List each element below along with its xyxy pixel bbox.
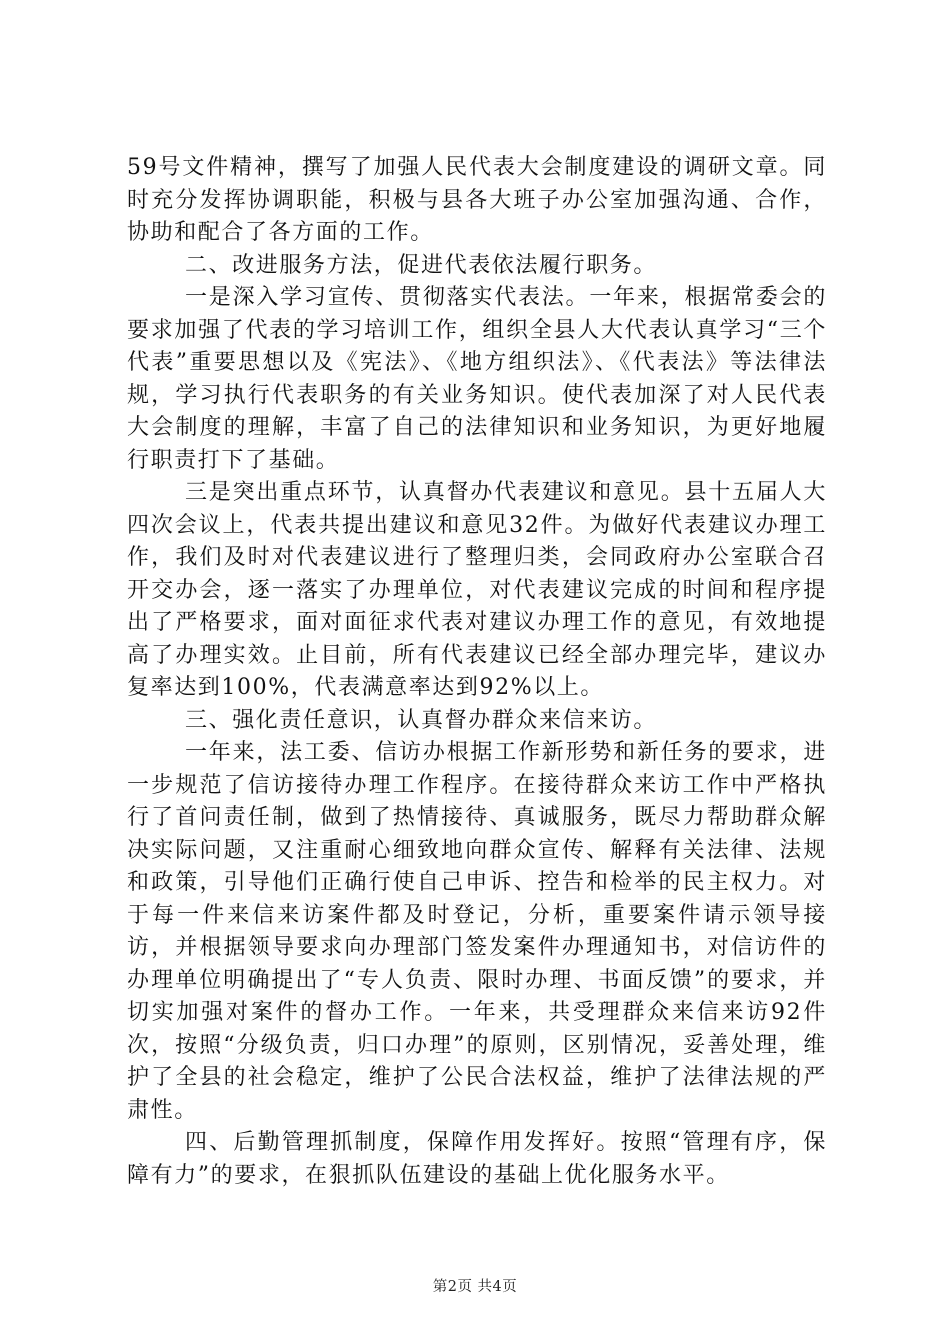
paragraph-continuation: 59号文件精神，撰写了加强人民代表大会制度建设的调研文章。同时充分发挥协调职能，积极与县各大班子办公室加强沟通、合作，协助和配合了各方面的工作。 [127, 155, 827, 245]
document-body [127, 152, 827, 1192]
section-heading-4: 四、后勤管理抓制度，保障作用发挥好。按照“管理有序，保障有力”的要求，在狠抓队伍建设的基础上优化服务水平。 [127, 1130, 827, 1188]
paragraph-item-3: 三是突出重点环节，认真督办代表建议和意见。县十五届人大四次会议上，代表共提出建议和意见32件。为做好代表建议办理工作，我们及时对代表建议进行了整理归类，会同政府办公室联合召开交办会，逐一落实了办理单位，对代表建议完成的时间和程序提出了严格要求，面对面征求代表对建议办理工作的意见，有效地提高了办理实效。止目前，所有代表建议已经全部办理完毕，建议办复率达到100%，代表满意率达到92%以上。 [127, 480, 827, 700]
page-footer: 第2页 共4页 [432, 1279, 518, 1295]
paragraph-petitions: 一年来，法工委、信访办根据工作新形势和新任务的要求，进一步规范了信访接待办理工作程序。在接待群众来访工作中严格执行了首问责任制，做到了热情接待、真诚服务，既尽力帮助群众解决实际问题，又注重耐心细致地向群众宣传、解释有关法律、法规和政策，引导他们正确行使自己申诉、控告和检举的民主权力。对于每一件来信来访案件都及时登记，分析，重要案件请示领导接访，并根据领导要求向办理部门签发案件办理通知书，对信访件的办理单位明确提出了“专人负责、限时办理、书面反馈”的要求，并切实加强对案件的督办工作。一年来，共受理群众来信来访92件次，按照“分级负责，归口办理”的原则，区别情况，妥善处理，维护了全县的社会稳定，维护了公民合法权益，维护了法律法规的严肃性。 [127, 740, 827, 1123]
section-heading-3: 三、强化责任意识，认真督办群众来信来访。 [185, 707, 658, 733]
paragraph-item-1: 一是深入学习宣传、贯彻落实代表法。一年来，根据常委会的要求加强了代表的学习培训工作，组织全县人大代表认真学习“三个代表”重要思想以及《宪法》、《地方组织法》、《代表法》等法律法规，学习执行代表职务的有关业务知识。使代表加深了对人民代表大会制度的理解，丰富了自己的法律知识和业务知识，为更好地履行职责打下了基础。 [127, 285, 827, 473]
section-heading-2: 二、改进服务方法，促进代表依法履行职务。 [185, 252, 658, 278]
